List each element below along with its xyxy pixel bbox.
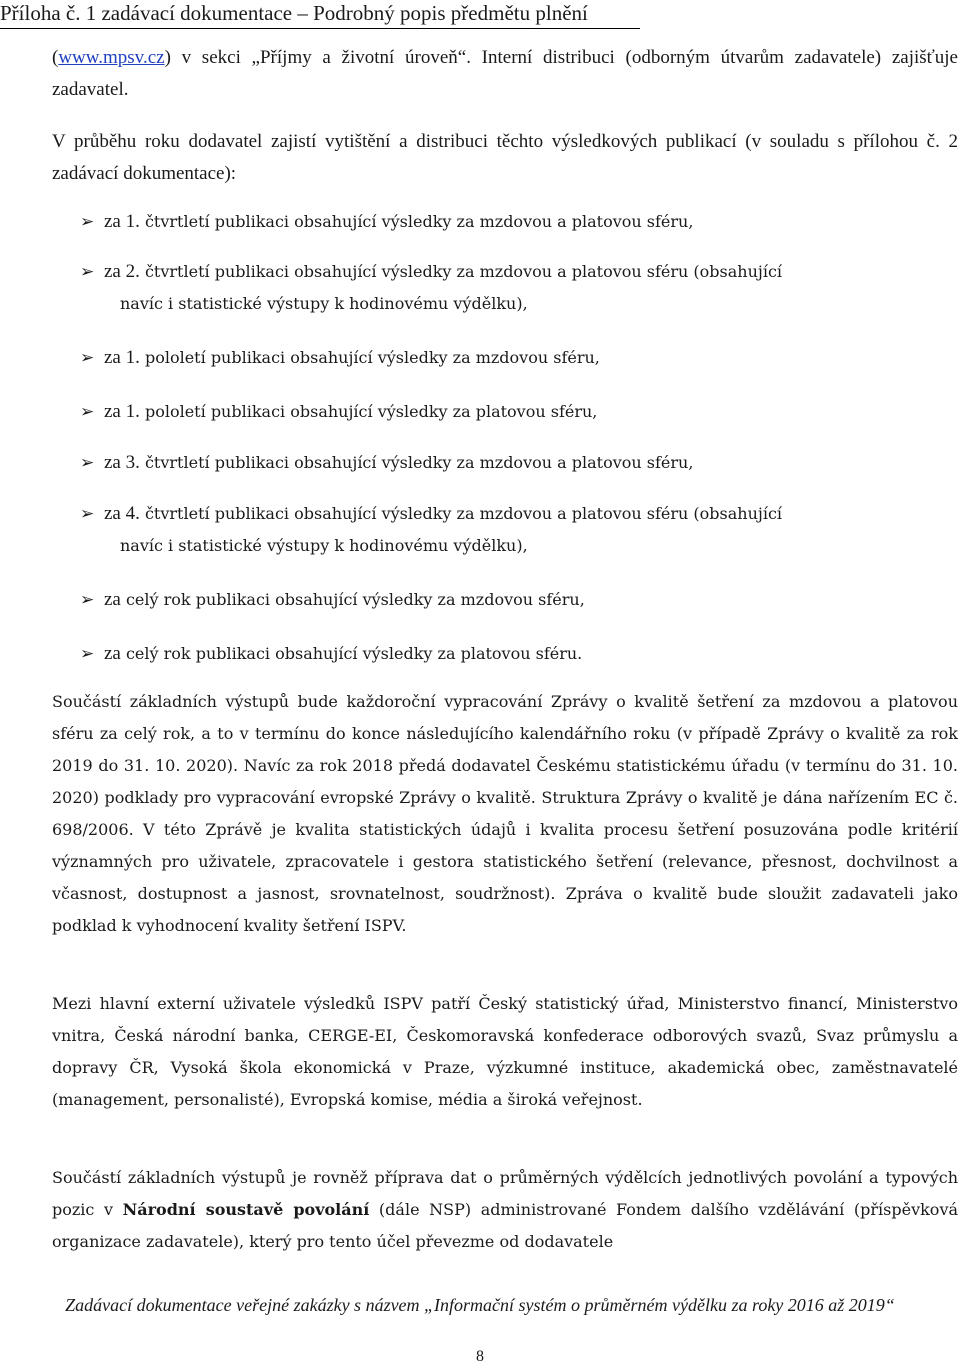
list-item: ➢ za celý rok publikaci obsahující výsledky za platovou sféru. — [80, 643, 583, 664]
arrowhead-bullet-icon: ➢ — [80, 212, 95, 232]
mpsv-link[interactable]: www.mpsv.cz — [58, 47, 165, 68]
list-item: ➢ za 1. čtvrtletí publikaci obsahující výsledky za mzdovou a platovou sféru, — [80, 211, 694, 232]
nsp-paragraph: Součástí základních výstupů je rovněž příprava dat o průměrných výdělcích jednotlivých povolání a typových pozic v Národní soustavě povolání (dále NSP) administrované Fondem dalšího vzdělávání (příspěvková organizace zadavatele), který pro tento účel převezme od dodavatele — [52, 1168, 959, 1251]
page-footer: Zadávací dokumentace veřejné zakázky s názvem „Informační systém o průměrném výdělku za roky 2016 až 2019“ — [65, 1295, 895, 1315]
page-number: 8 — [476, 1348, 484, 1365]
intro-paragraph-distribution: (www.mpsv.cz) v sekci „Příjmy a životní úroveň“. Interní distribuci (odborným útvarům zadavatele) zajišťuje zadavatel. — [52, 47, 958, 100]
arrowhead-bullet-icon: ➢ — [80, 453, 95, 473]
intro-paragraph-publications: V průběhu roku dodavatel zajistí vytištění a distribuci těchto výsledkových publikací (v souladu s přílohou č. 2 zadávací dokumentace): — [52, 131, 958, 184]
list-item: ➢ za 3. čtvrtletí publikaci obsahující výsledky za mzdovou a platovou sféru, — [80, 452, 694, 473]
list-item: ➢ za 2. čtvrtletí publikaci obsahující výsledky za mzdovou a platovou sféru (obsahující navíc i statistické výstupy k hodinovému výdělku), — [80, 261, 783, 313]
list-item: ➢ za 4. čtvrtletí publikaci obsahující výsledky za mzdovou a platovou sféru (obsahující navíc i statistické výstupy k hodinovému výdělku), — [80, 503, 783, 555]
arrowhead-bullet-icon: ➢ — [80, 262, 95, 282]
arrowhead-bullet-icon: ➢ — [80, 644, 95, 664]
list-item: ➢ za 1. pololetí publikaci obsahující výsledky za platovou sféru, — [80, 401, 598, 422]
page-header: Příloha č. 1 zadávací dokumentace – Podrobný popis předmětu plnění — [0, 0, 640, 29]
list-item: ➢ za 1. pololetí publikaci obsahující výsledky za mzdovou sféru, — [80, 347, 600, 368]
quality-report-paragraph: Součástí základních výstupů bude každoroční vypracování Zprávy o kvalitě šetření za mzdovou a platovou sféru za celý rok, a to v termínu do konce následujícího kalendářního roku (v případě Zprávy o kvalitě za rok 2019 do 31. 10. 2020). Navíc za rok 2018 předá dodavatel Českému statistickému úřadu (v termínu do 31. 10. 2020) podklady pro vypracování evropské Zprávy o kvalitě. Struktura Zprávy o kvalitě je dána nařízením EC č. 698/2006. V této Zprávě je kvalita statistických údajů i kvalita procesu šetření posuzována podle kritérií významných pro uživatele, zpracovatele i gestora statistického šetření (relevance, přesnost, dochvilnost a včasnost, dostupnost a jasnost, srovnatelnost, soudržnost). Zpráva o kvalitě bude sloužit zadavateli jako podklad k vyhodnocení kvality šetření ISPV. — [52, 692, 958, 935]
arrowhead-bullet-icon: ➢ — [80, 504, 95, 524]
arrowhead-bullet-icon: ➢ — [80, 348, 95, 368]
nsp-bold-term: Národní soustavě povolání — [122, 1200, 370, 1219]
list-item: ➢ za celý rok publikaci obsahující výsledky za mzdovou sféru, — [80, 589, 585, 610]
arrowhead-bullet-icon: ➢ — [80, 590, 95, 610]
external-users-paragraph: Mezi hlavní externí uživatele výsledků ISPV patří Český statistický úřad, Ministerstvo financí, Ministerstvo vnitra, Česká národní banka, CERGE-EI, Českomoravská konfederace odborových svazů, Svaz průmyslu a dopravy ČR, Vysoká škola ekonomická v Praze, výzkumné instituce, akademická obec, zaměstnavatelé (management, personalisté), Evropská komise, média a široká veřejnost. — [52, 994, 958, 1109]
arrowhead-bullet-icon: ➢ — [80, 402, 95, 422]
